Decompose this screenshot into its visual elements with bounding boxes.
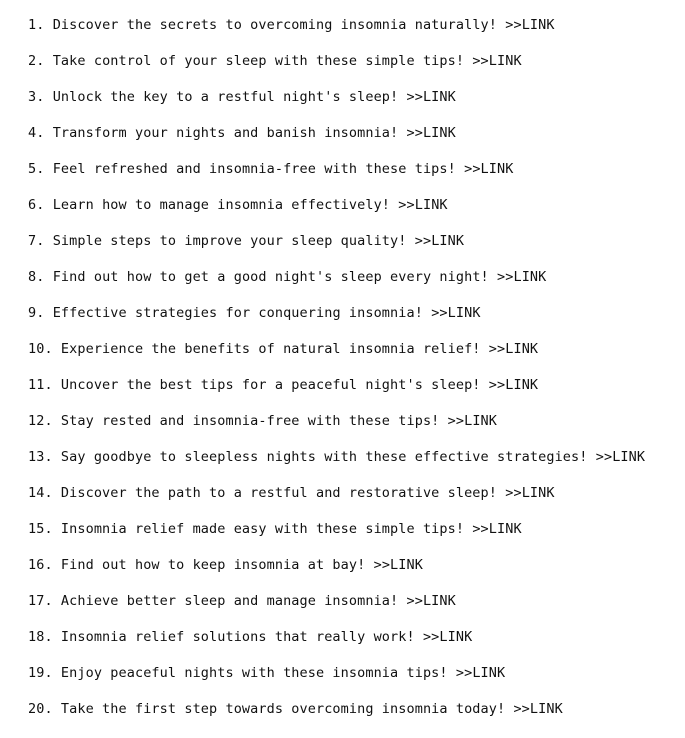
item-number: 2.: [28, 53, 45, 69]
item-number: 16.: [28, 557, 53, 573]
item-text: Insomnia relief made easy with these simple tips!: [60, 521, 465, 537]
item-link[interactable]: >>LINK: [398, 197, 448, 213]
item-link[interactable]: >>LINK: [472, 521, 522, 537]
list-item: [28, 51, 645, 87]
item-number: 14.: [28, 485, 53, 501]
item-text: Stay rested and insomnia-free with these tips!: [60, 413, 440, 429]
item-link[interactable]: >>LINK: [447, 413, 498, 429]
item-text: Simple steps to improve your sleep quality!: [52, 233, 407, 249]
list-item: [28, 267, 645, 303]
item-number: 19.: [28, 665, 53, 681]
item-text: Find out how to get a good night's sleep every night!: [52, 269, 489, 285]
item-text: Experience the benefits of natural insomnia relief!: [60, 341, 481, 357]
item-text: Say goodbye to sleepless nights with these effective strategies!: [60, 449, 588, 465]
item-link[interactable]: >>LINK: [373, 557, 423, 573]
list-item: [28, 231, 645, 267]
item-link[interactable]: >>LINK: [513, 701, 563, 717]
item-text: Discover the path to a restful and restorative sleep!: [60, 485, 497, 501]
list-item: [28, 303, 645, 339]
item-number: 11.: [28, 377, 53, 393]
item-number: 17.: [28, 593, 53, 609]
list-item: [28, 483, 645, 519]
list-item: [28, 519, 645, 555]
item-text: Learn how to manage insomnia effectively!: [52, 197, 391, 213]
item-number: 13.: [28, 449, 53, 465]
item-number: 12.: [28, 413, 53, 429]
list-item: [28, 699, 645, 735]
list-item: [28, 87, 645, 123]
list-item: [28, 123, 645, 159]
item-link[interactable]: >>LINK: [505, 17, 555, 33]
item-link[interactable]: >>LINK: [595, 449, 646, 465]
headline-list: [28, 15, 645, 735]
item-number: 6.: [28, 197, 45, 213]
item-text: Achieve better sleep and manage insomnia!: [60, 593, 399, 609]
item-text: Find out how to keep insomnia at bay!: [60, 557, 366, 573]
item-link[interactable]: >>LINK: [406, 593, 456, 609]
item-link[interactable]: >>LINK: [505, 485, 555, 501]
item-link[interactable]: >>LINK: [406, 89, 456, 105]
item-text: Unlock the key to a restful night's sleep!: [52, 89, 399, 105]
item-link[interactable]: >>LINK: [472, 53, 522, 69]
item-number: 3.: [28, 89, 45, 105]
list-item: [28, 411, 645, 447]
item-link[interactable]: >>LINK: [455, 665, 506, 681]
item-text: Discover the secrets to overcoming insomnia naturally!: [52, 17, 497, 33]
item-text: Effective strategies for conquering insomnia!: [52, 305, 423, 321]
item-text: Transform your nights and banish insomnia!: [52, 125, 399, 141]
item-link[interactable]: >>LINK: [488, 341, 539, 357]
item-link[interactable]: >>LINK: [488, 377, 539, 393]
item-text: Take the first step towards overcoming insomnia today!: [60, 701, 506, 717]
item-link[interactable]: >>LINK: [414, 233, 465, 249]
list-item: [28, 375, 645, 411]
item-number: 8.: [28, 269, 45, 285]
item-number: 20.: [28, 701, 53, 717]
item-number: 7.: [28, 233, 45, 249]
item-number: 15.: [28, 521, 53, 537]
item-link[interactable]: >>LINK: [406, 125, 456, 141]
item-link[interactable]: >>LINK: [431, 305, 481, 321]
list-item: [28, 339, 645, 375]
item-number: 4.: [28, 125, 45, 141]
item-link[interactable]: >>LINK: [464, 161, 514, 177]
list-item: [28, 591, 645, 627]
item-number: 9.: [28, 305, 45, 321]
item-text: Uncover the best tips for a peaceful night's sleep!: [60, 377, 481, 393]
item-link[interactable]: >>LINK: [497, 269, 547, 285]
item-text: Take control of your sleep with these simple tips!: [52, 53, 465, 69]
item-number: 5.: [28, 161, 45, 177]
list-item: [28, 159, 645, 195]
item-link[interactable]: >>LINK: [422, 629, 473, 645]
item-number: 10.: [28, 341, 53, 357]
list-item: [28, 15, 645, 51]
list-item: [28, 447, 645, 483]
item-text: Enjoy peaceful nights with these insomnia tips!: [60, 665, 448, 681]
list-item: [28, 663, 645, 699]
item-text: Insomnia relief solutions that really work!: [60, 629, 415, 645]
list-item: [28, 555, 645, 591]
item-number: 18.: [28, 629, 53, 645]
item-number: 1.: [28, 17, 45, 33]
list-item: [28, 627, 645, 663]
list-item: [28, 195, 645, 231]
item-text: Feel refreshed and insomnia-free with these tips!: [52, 161, 456, 177]
